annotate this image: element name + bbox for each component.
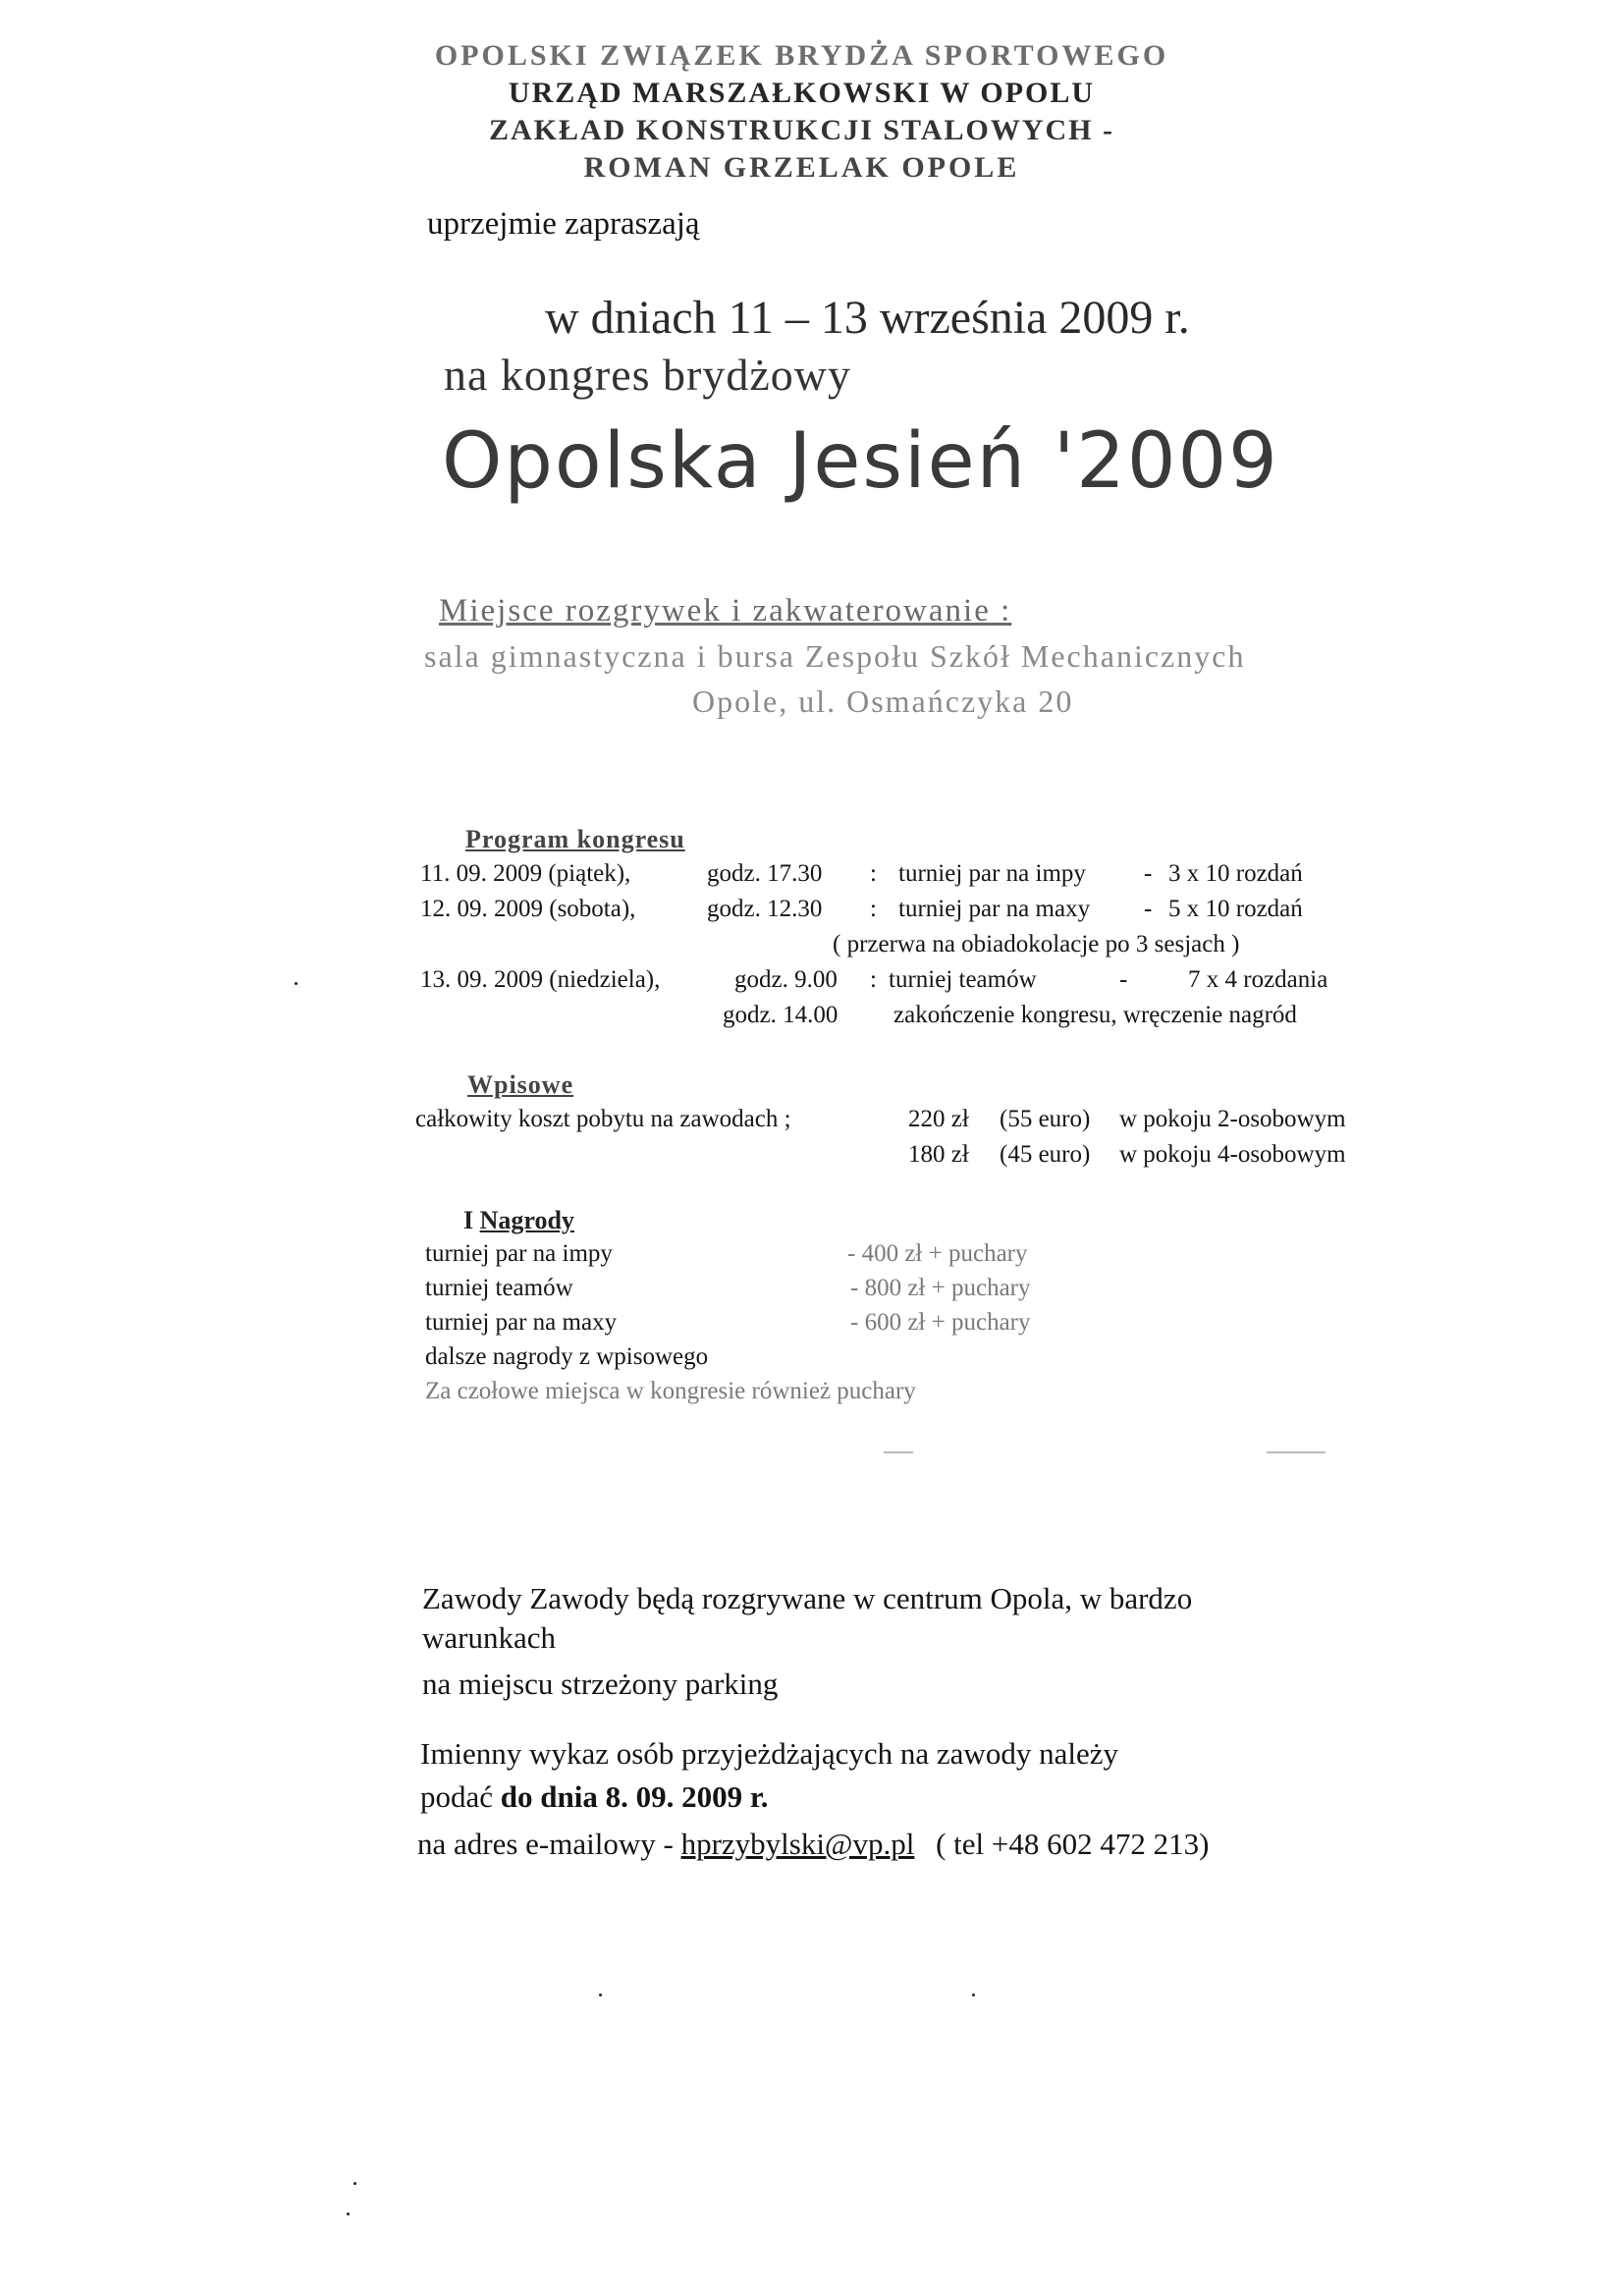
- venue-line-2: Opole, ul. Osmańczyka 20: [692, 683, 1074, 719]
- event-dates: w dniach 11 – 13 września 2009 r.: [545, 292, 1190, 344]
- program-sep: :: [870, 860, 877, 887]
- scan-smudge: [884, 1451, 913, 1453]
- program-date: 13. 09. 2009 (niedziela),: [420, 966, 661, 993]
- fee-euro: (45 euro): [1000, 1141, 1091, 1168]
- venue-heading: Miejsce rozgrywek i zakwaterowanie :: [439, 593, 1012, 629]
- fee-euro: (55 euro): [1000, 1106, 1091, 1132]
- program-time: godz. 12.30: [707, 896, 823, 922]
- program-detail: 5 x 10 rozdań: [1168, 896, 1303, 922]
- prizes-heading-prefix: I: [463, 1206, 474, 1234]
- org-line-1: OPOLSKI ZWIĄZEK BRYDŻA SPORTOWEGO: [434, 39, 1169, 72]
- prize-value: - 400 zł + puchary: [847, 1240, 1028, 1267]
- prize-value: - 600 zł + puchary: [850, 1309, 1031, 1336]
- program-event: turniej par na impy: [898, 860, 1086, 887]
- email-label: na adres e-mailowy -: [417, 1827, 674, 1861]
- prizes-note: Za czołowe miejsca w kongresie również puchary: [425, 1378, 916, 1404]
- footer-line-3: na miejscu strzeżony parking: [422, 1667, 779, 1701]
- program-event: turniej teamów: [889, 966, 1037, 993]
- fee-heading: Wpisowe: [467, 1070, 574, 1099]
- prize-label: turniej teamów: [425, 1275, 573, 1301]
- footer-line-5: [420, 1779, 769, 1815]
- footer-line-2: warunkach: [422, 1620, 556, 1655]
- program-sep: :: [870, 966, 877, 993]
- org-line-3: ZAKŁAD KONSTRUKCJI STALOWYCH -: [488, 114, 1115, 146]
- prize-label: turniej par na impy: [425, 1240, 613, 1267]
- prizes-heading: [463, 1206, 574, 1235]
- program-note: ( przerwa na obiadokolacje po 3 sesjach ): [833, 931, 1240, 957]
- program-date: 11. 09. 2009 (piątek),: [420, 860, 631, 887]
- scan-speck: [599, 1994, 602, 1996]
- program-event: zakończenie kongresu, wręczenie nagród: [893, 1002, 1297, 1028]
- event-type: na kongres brydżowy: [444, 350, 852, 400]
- program-event: turniej par na maxy: [898, 896, 1091, 922]
- venue-line-1: sala gimnastyczna i bursa Zespołu Szkół Mechanicznych: [424, 638, 1246, 674]
- program-time: godz. 9.00: [734, 966, 838, 993]
- program-dash: -: [1144, 860, 1153, 887]
- footer-line-1: Zawody Zawody będą rozgrywane w centrum Opola, w bardzo: [422, 1581, 1193, 1615]
- prize-label: turniej par na maxy: [425, 1309, 618, 1336]
- fee-price: 180 zł: [908, 1141, 969, 1168]
- fee-price: 220 zł: [908, 1106, 969, 1132]
- program-time: godz. 14.00: [723, 1002, 839, 1028]
- org-line-2: URZĄD MARSZAŁKOWSKI W OPOLU: [508, 77, 1096, 109]
- phone-number: ( tel +48 602 472 213): [936, 1827, 1210, 1861]
- prizes-extra: dalsze nagrody z wpisowego: [425, 1343, 709, 1370]
- deadline-date: do dnia 8. 09. 2009 r.: [500, 1779, 769, 1814]
- email-link[interactable]: hprzybylski@vp.pl: [680, 1827, 915, 1861]
- prize-value: - 800 zł + puchary: [850, 1275, 1031, 1301]
- prizes-heading-text: Nagrody: [479, 1206, 574, 1234]
- scan-smudge: [1267, 1451, 1325, 1453]
- program-dash: -: [1119, 966, 1128, 993]
- org-line-4: ROMAN GRZELAK OPOLE: [583, 151, 1020, 184]
- program-detail: 7 x 4 rozdania: [1188, 966, 1328, 993]
- fee-desc: w pokoju 4-osobowym: [1119, 1141, 1346, 1168]
- event-title: Opolska Jesień '2009: [442, 417, 1279, 506]
- program-date: 12. 09. 2009 (sobota),: [420, 896, 636, 922]
- scan-speck: [353, 2182, 356, 2185]
- footer-line-4: Imienny wykaz osób przyjeżdżających na zawody należy: [420, 1736, 1118, 1771]
- invite-text: uprzejmie zapraszają: [427, 206, 700, 242]
- program-heading: Program kongresu: [465, 825, 685, 853]
- program-dash: -: [1144, 896, 1153, 922]
- fee-label: całkowity koszt pobytu na zawodach ;: [415, 1106, 791, 1132]
- scan-speck: [295, 982, 298, 985]
- program-time: godz. 17.30: [707, 860, 823, 887]
- program-sep: :: [870, 896, 877, 922]
- fee-desc: w pokoju 2-osobowym: [1119, 1106, 1346, 1132]
- scan-speck: [347, 2213, 350, 2215]
- scan-speck: [972, 1994, 975, 1996]
- footer-line-6: [417, 1827, 1209, 1862]
- footer-line-5-prefix: podać: [420, 1779, 494, 1814]
- program-detail: 3 x 10 rozdań: [1168, 860, 1303, 887]
